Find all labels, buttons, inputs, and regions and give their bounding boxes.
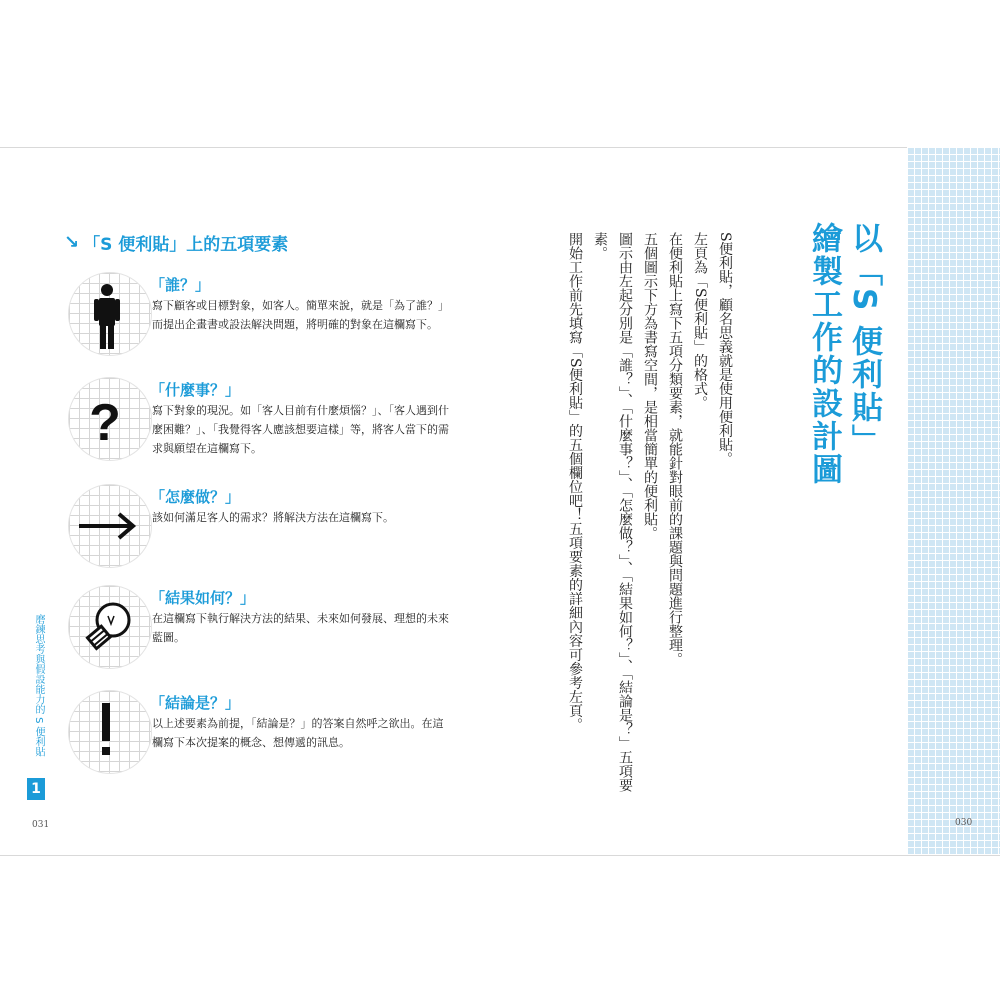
body-paragraph: S便利貼，顧名思義就是使用便利貼。 [717, 232, 733, 466]
item-description: 以上述要素為前提，「結論是？」的答案自然呼之欲出。在這欄寫下本次提案的概念、想傳遞的訊息。 [152, 717, 444, 749]
body-text [562, 232, 737, 792]
chapter-number-badge: 1 [27, 778, 45, 800]
item-description: 寫下顧客或目標對象，如客人。簡單來說，就是「為了誰？」而提出企畫書或設法解決問題，將明確的對象在這欄寫下。 [152, 299, 449, 331]
section-heading-text: 「S 便利貼」上的五項要素 [83, 235, 289, 255]
item-title: 「結論是？」 [150, 694, 241, 712]
chapter-sidebar-label: 磨鍊思考與假設能力的 S 便利貼 [33, 614, 44, 757]
grid-margin-decoration [907, 147, 1000, 854]
section-heading [64, 230, 288, 255]
item-title: 「結果如何？」 [150, 589, 256, 607]
body-paragraph: 圖示由左起分別是「誰？」、「什麼事？」、「怎麼做？」、「結果如何？」、「結論是？」五項要素。 [592, 232, 633, 792]
page-title-line1: 以「S 便利貼」 [846, 222, 882, 458]
page-number-left: 031 [32, 820, 50, 830]
arrow-down-right-icon: ↘ [64, 232, 80, 253]
lightbulb-icon [69, 586, 151, 668]
body-paragraph: 左頁為「S便利貼」的格式。 [692, 232, 708, 410]
icon-circle [68, 484, 152, 568]
page-title-line2: 繪製工作的設計圖 [806, 222, 842, 486]
question-mark-icon [69, 378, 151, 460]
item-title: 「誰？」 [150, 276, 211, 294]
exclamation-icon [69, 691, 151, 773]
element-item-result [68, 585, 448, 675]
person-icon [69, 273, 151, 355]
item-title: 「怎麼做？」 [150, 488, 241, 506]
element-item-what [68, 377, 448, 467]
icon-circle [68, 690, 152, 774]
icon-circle [68, 585, 152, 669]
icon-circle [68, 272, 152, 356]
element-item-who [68, 272, 448, 362]
item-title: 「什麼事？」 [150, 381, 241, 399]
page-number-right: 030 [955, 818, 973, 828]
body-paragraph: 在便利貼上寫下五項分類要素，就能針對眼前的課題與問題進行整理。 [667, 232, 683, 666]
body-paragraph: 開始工作前先填寫「S便利貼」的五個欄位吧！五項要素的詳細內容可參考左頁。 [567, 232, 583, 732]
icon-circle [68, 377, 152, 461]
body-paragraph: 五個圖示下方為書寫空間，是相當簡單的便利貼。 [642, 232, 658, 540]
item-description: 在這欄寫下執行解決方法的結果、未來如何發展、理想的未來藍圖。 [152, 612, 449, 644]
item-description: 寫下對象的現況。如「客人目前有什麼煩惱？」、「客人遇到什麼困難？」、「我覺得客人應該想要這樣」等，將客人當下的需求與願望在這欄寫下。 [152, 404, 449, 455]
item-description: 該如何滿足客人的需求？將解決方法在這欄寫下。 [152, 511, 394, 524]
svg-text:?: ? [89, 394, 121, 452]
element-item-conclusion [68, 690, 448, 780]
arrow-right-icon [69, 485, 151, 567]
element-item-how [68, 484, 448, 574]
